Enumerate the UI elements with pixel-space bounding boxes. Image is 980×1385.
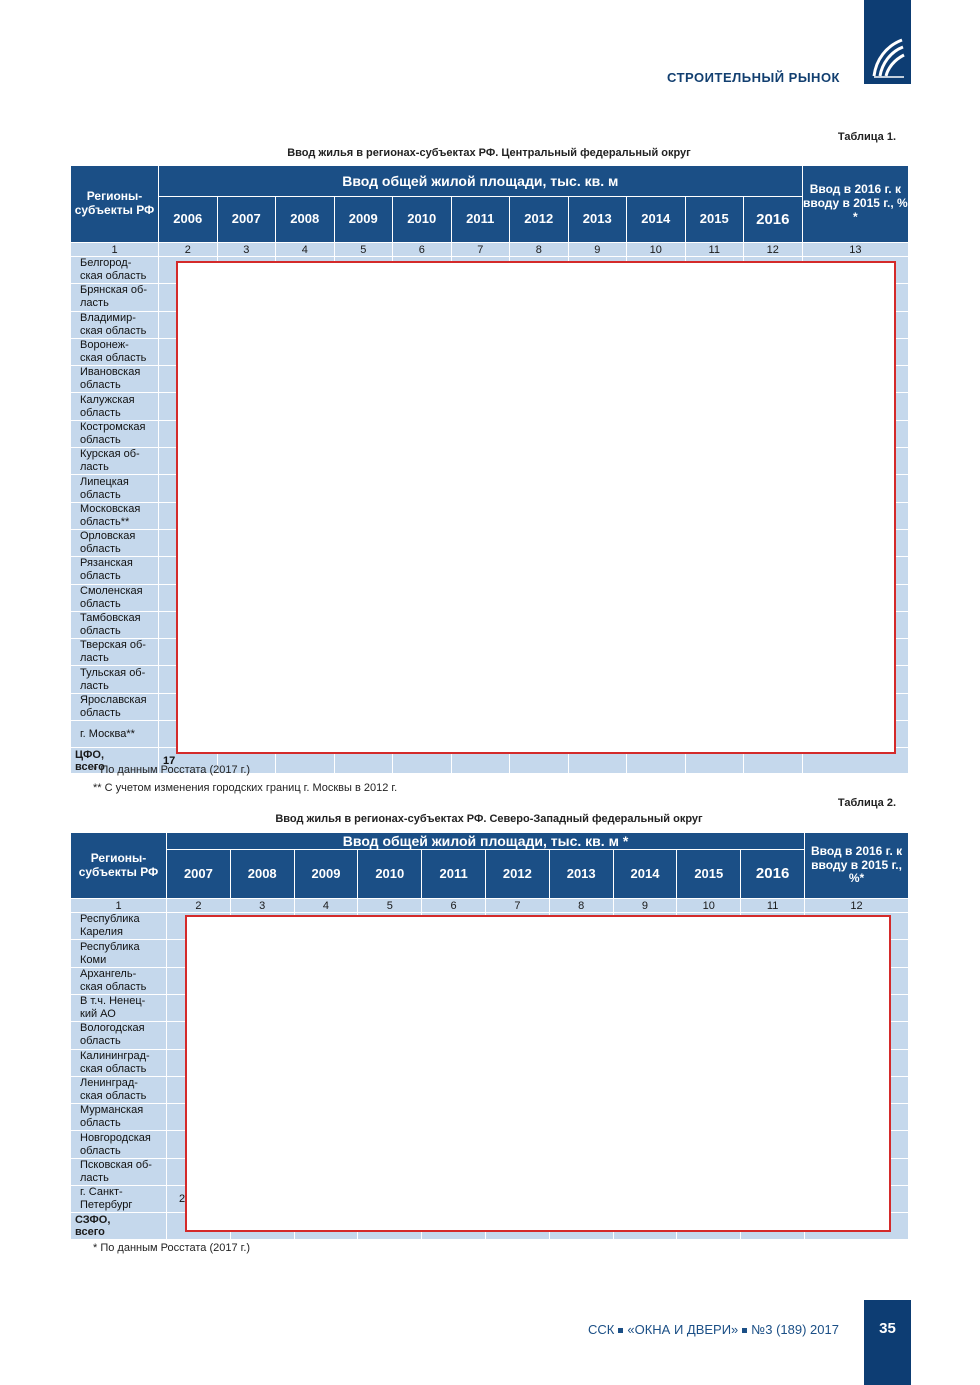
year-header: 2015 [685, 197, 744, 243]
redaction-box [185, 915, 891, 1232]
region-name [71, 940, 167, 967]
region-name-line: Белгород- [80, 257, 132, 270]
column-number: 7 [485, 899, 549, 913]
region-name-line: Липецкая [80, 475, 129, 488]
year-header: 2012 [485, 850, 549, 899]
total-label-line: СЗФО, [75, 1214, 111, 1227]
total-label-line: ЦФО, [75, 748, 105, 761]
column-number: 9 [568, 243, 627, 257]
region-name-line: Владимир- [80, 311, 136, 324]
region-name [71, 1049, 167, 1076]
column-number: 4 [276, 243, 335, 257]
total-label [71, 1213, 167, 1240]
region-name-line: Брянская об- [80, 284, 148, 297]
region-name-line: Мурманская [80, 1104, 144, 1117]
logo-tab [864, 0, 911, 84]
region-name [71, 1158, 167, 1185]
column-number: 1 [71, 243, 159, 257]
region-name-line: область [80, 406, 121, 419]
footnote: * По данным Росстата (2017 г.) [93, 764, 251, 776]
region-name [71, 420, 159, 447]
year-header: 2016 [744, 197, 803, 243]
region-name [71, 721, 159, 748]
column-number: 6 [393, 243, 452, 257]
region-name [71, 529, 159, 556]
region-name-line: Республика [80, 940, 140, 953]
column-number: 7 [451, 243, 510, 257]
footer-part: ССК [588, 1322, 615, 1337]
region-name [71, 338, 159, 365]
year-header: 2011 [451, 197, 510, 243]
region-name [71, 639, 159, 666]
region-name [71, 1022, 167, 1049]
region-name-line: Тульская об- [80, 666, 146, 679]
year-header: 2013 [568, 197, 627, 243]
table2-number: Таблица 2. [837, 797, 896, 809]
region-name-line: ская область [80, 980, 147, 993]
year-header: 2007 [167, 850, 231, 899]
region-name-line: Ивановская [80, 366, 141, 379]
region-name-line: область [80, 1144, 121, 1157]
region-name-line: В т.ч. Ненец- [80, 995, 146, 1008]
year-header: 2007 [217, 197, 276, 243]
year-header: 2013 [549, 850, 613, 899]
region-name-line: область [80, 433, 121, 446]
region-name [71, 967, 167, 994]
region-name [71, 584, 159, 611]
region-name-line: область [80, 706, 121, 719]
region-name [71, 994, 167, 1021]
region-name-line: область [80, 625, 121, 637]
region-header: Регионы-субъекты РФ [71, 166, 159, 243]
company-logo-icon [870, 36, 906, 80]
year-header: 2010 [358, 850, 422, 899]
column-number: 3 [230, 899, 294, 913]
column-number: 4 [294, 899, 358, 913]
region-name-line: Петербург [80, 1199, 133, 1212]
column-number: 8 [549, 899, 613, 913]
group-header: Ввод общей жилой площади, тыс. кв. м [159, 166, 803, 197]
region-name-line: ласть [80, 461, 109, 474]
region-name-line: область [80, 1035, 121, 1048]
year-header: 2006 [159, 197, 218, 243]
total-label-line: всего [75, 760, 105, 773]
region-name-line: Орловская [80, 530, 136, 543]
region-name-line: область [80, 488, 121, 501]
column-number: 8 [510, 243, 569, 257]
column-number: 13 [802, 243, 909, 257]
year-header: 2015 [677, 850, 741, 899]
region-name-line: г. Москва** [80, 727, 135, 740]
column-number: 1 [71, 899, 167, 913]
region-name [71, 1104, 167, 1131]
region-name-line: область [80, 543, 121, 556]
column-number: 2 [167, 899, 231, 913]
ratio-header: Ввод в 2016 г. к вводу в 2015 г., %* [805, 833, 909, 899]
column-number: 5 [334, 243, 393, 257]
region-name-line: Московская [80, 502, 141, 515]
footer-part: №3 (189) 2017 [751, 1322, 839, 1337]
region-name-line: Курская об- [80, 448, 140, 461]
region-name-line: ласть [80, 1171, 109, 1184]
region-name [71, 284, 159, 311]
region-name-line: ская область [80, 1062, 147, 1075]
bullet-square-icon [742, 1328, 747, 1333]
region-name-line: область [80, 379, 121, 392]
region-header: Регионы-субъекты РФ [71, 833, 167, 899]
column-number: 6 [422, 899, 486, 913]
region-name-line: ласть [80, 652, 109, 665]
region-name-line: ская область [80, 352, 147, 365]
year-header: 2009 [334, 197, 393, 243]
region-name [71, 666, 159, 693]
column-number: 11 [685, 243, 744, 257]
region-name-line: Новгородская [80, 1131, 151, 1144]
column-number: 12 [805, 899, 909, 913]
region-name-line: ласть [80, 297, 109, 310]
footnote: * По данным Росстата (2017 г.) [93, 1242, 251, 1254]
group-header: Ввод общей жилой площади, тыс. кв. м * [167, 833, 805, 850]
region-name-line: область [80, 1117, 121, 1130]
region-name-line: Вологодская [80, 1022, 145, 1035]
year-header: 2009 [294, 850, 358, 899]
region-name-line: Тамбовская [80, 612, 141, 624]
region-name-line: Костромская [80, 420, 146, 433]
region-name [71, 1131, 167, 1158]
year-header: 2012 [510, 197, 569, 243]
column-number: 12 [744, 243, 803, 257]
region-name-line: Рязанская [80, 557, 133, 570]
region-name-line: Республика [80, 913, 140, 926]
region-name [71, 557, 159, 584]
region-name-line: Карелия [80, 926, 123, 939]
page-number-tab [864, 1300, 911, 1385]
region-name-line: Калужская [80, 393, 135, 406]
column-number: 2 [159, 243, 218, 257]
region-name-line: Ярославская [80, 693, 147, 706]
footer-part: «ОКНА И ДВЕРИ» [627, 1322, 739, 1337]
ratio-header: Ввод в 2016 г. к вводу в 2015 г., % * [802, 166, 909, 243]
region-name-line: Тверская об- [80, 639, 146, 652]
region-name-line: Псковская об- [80, 1158, 152, 1171]
region-name [71, 913, 167, 940]
page-number: 35 [879, 1320, 896, 1337]
region-name [71, 502, 159, 529]
data-cell: 2 [167, 1186, 231, 1213]
region-name-line: Воронеж- [80, 339, 129, 352]
year-header: 2010 [393, 197, 452, 243]
footnote: ** С учетом изменения городских границ г. Москвы в 2012 г. [93, 782, 398, 794]
region-name-line: Смоленская [80, 584, 143, 597]
region-name [71, 393, 159, 420]
region-name-line: ская область [80, 1090, 147, 1103]
region-name-line: область [80, 570, 121, 583]
region-name [71, 1076, 167, 1103]
table1-number: Таблица 1. [837, 131, 896, 143]
region-name [71, 1186, 167, 1213]
column-number: 9 [613, 899, 677, 913]
region-name [71, 448, 159, 475]
year-header: 2008 [276, 197, 335, 243]
table1-caption: Ввод жилья в регионах-субъектах РФ. Центральный федеральный округ [287, 147, 691, 159]
region-name-line: ская область [80, 324, 147, 337]
year-header: 2008 [230, 850, 294, 899]
year-header: 2014 [627, 197, 686, 243]
region-name-line: область** [80, 515, 130, 528]
section-title: СТРОИТЕЛЬНЫЙ РЫНОК [667, 70, 840, 85]
region-name-line: г. Санкт- [80, 1186, 123, 1199]
column-number: 10 [627, 243, 686, 257]
region-name [71, 366, 159, 393]
region-name-line: ласть [80, 679, 109, 692]
region-name [71, 257, 159, 284]
region-name-line: область [80, 597, 121, 610]
region-name-line: Ленинград- [80, 1077, 138, 1090]
column-number: 10 [677, 899, 741, 913]
total-value-peek: 17 [159, 748, 218, 774]
region-name [71, 611, 159, 638]
region-name-line: Архангель- [80, 967, 137, 980]
year-header: 2016 [741, 850, 805, 899]
region-name [71, 475, 159, 502]
redaction-box [176, 261, 896, 754]
footer-publication [588, 1322, 839, 1337]
column-number: 5 [358, 899, 422, 913]
region-name-line: кий АО [80, 1008, 116, 1021]
year-header: 2011 [422, 850, 486, 899]
column-number: 11 [741, 899, 805, 913]
region-name [71, 311, 159, 338]
table2-caption: Ввод жилья в регионах-субъектах РФ. Северо-Западный федеральный округ [275, 813, 703, 825]
column-number: 3 [217, 243, 276, 257]
region-name-line: ская область [80, 270, 147, 283]
year-header: 2014 [613, 850, 677, 899]
bullet-square-icon [618, 1328, 623, 1333]
region-name-line: Коми [80, 953, 107, 966]
region-name [71, 693, 159, 720]
total-label-line: всего [75, 1226, 105, 1239]
region-name-line: Калининград- [80, 1049, 150, 1062]
